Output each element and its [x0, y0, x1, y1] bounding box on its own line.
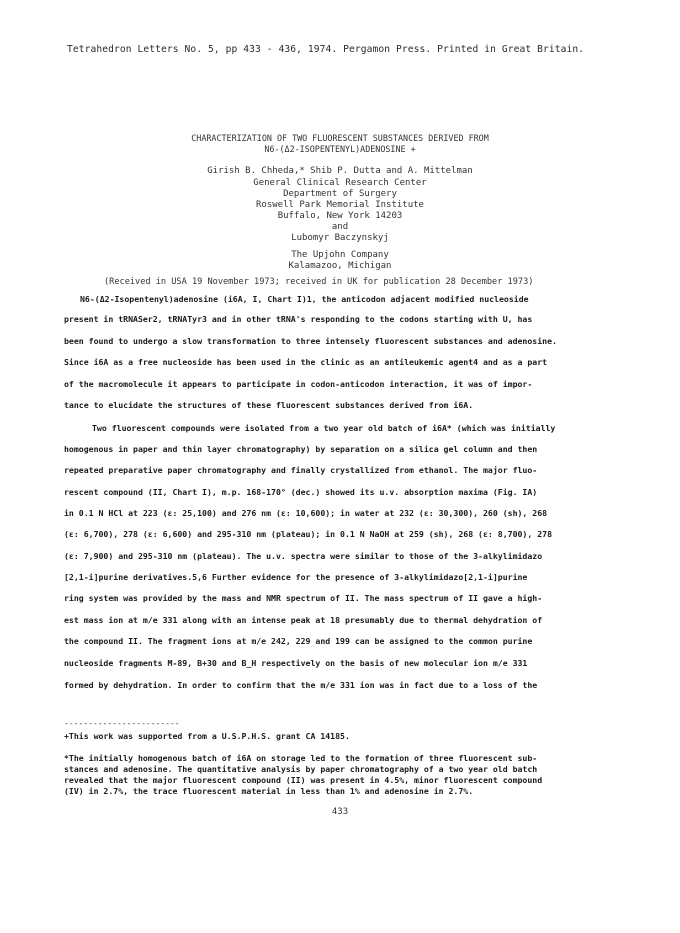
body-line: (ε: 6,700), 278 (ε: 6,600) and 295-310 nm (plateau); in 0.1 N NaOH at 259 (sh), 268 (ε: 8,700), 278	[64, 529, 552, 539]
body-line: repeated preparative paper chromatography and finally crystallized from ethanol. The major fluo-	[64, 465, 538, 475]
affiliation-city: Buffalo, New York 14203	[277, 211, 403, 221]
author-second: Lubomyr Baczynskyj	[291, 233, 389, 243]
footnote-line: +This work was supported from a U.S.P.H.S. grant CA 14185.	[64, 731, 350, 741]
body-line: been found to undergo a slow transformation to three intensely fluorescent substances and adenosine.	[64, 336, 557, 346]
footnote-rule: ------------------------	[64, 719, 180, 728]
footnote-line: (IV) in 2.7%, the trace fluorescent material in less than 1% and adenosine in 2.7%.	[64, 786, 474, 796]
paper-title-line1: CHARACTERIZATION OF TWO FLUORESCENT SUBSTANCES DERIVED FROM	[191, 133, 489, 143]
body-line: rescent compound (II, Chart I), m.p. 168-170° (dec.) showed its u.v. absorption maxima (Fig. IA)	[64, 487, 538, 497]
received-dates: (Received in USA 19 November 1973; received in UK for publication 28 December 1973)	[104, 277, 534, 287]
body-line: (ε: 7,900) and 295-310 nm (plateau). The u.v. spectra were similar to those of the 3-alkylimidazo	[64, 551, 543, 561]
author-names: Girish B. Chheda,* Shib P. Dutta and A. Mittelman	[207, 166, 473, 176]
body-line: tance to elucidate the structures of these fluorescent substances derived from i6A.	[64, 400, 474, 410]
author-and: and	[331, 222, 349, 232]
affiliation-center: General Clinical Research Center	[253, 178, 427, 188]
body-line: Two fluorescent compounds were isolated from a two year old batch of i6A* (which was initially	[92, 423, 556, 433]
affiliation-institute: Roswell Park Memorial Institute	[256, 200, 424, 210]
affiliation-company-city: Kalamazoo, Michigan	[288, 261, 392, 271]
body-line: in 0.1 N HCl at 223 (ε: 25,100) and 276 nm (ε: 10,600); in water at 232 (ε: 30,300), 260 (sh), 268	[64, 508, 548, 518]
page-number: 433	[331, 807, 349, 817]
paper-title-line2: N6-(Δ2-ISOPENTENYL)ADENOSINE +	[264, 144, 416, 154]
journal-header: Tetrahedron Letters No. 5, pp 433 - 436, 1974. Pergamon Press. Printed in Great Britain.	[67, 44, 585, 55]
body-line: homogenous in paper and thin layer chromatography) by separation on a silica gel column and then	[64, 444, 538, 454]
body-line: the compound II. The fragment ions at m/e 242, 229 and 199 can be assigned to the common purine	[64, 636, 533, 646]
body-line: of the macromolecule it appears to participate in codon-anticodon interaction, it was of impor-	[64, 379, 533, 389]
body-line: N6-(Δ2-Isopentenyl)adenosine (i6A, I, Chart I)1, the anticodon adjacent modified nucleoside	[80, 294, 529, 304]
body-line: Since i6A as a free nucleoside has been used in the clinic as an antileukemic agent4 and as a part	[64, 357, 548, 367]
body-line: est mass ion at m/e 331 along with an intense peak at 18 presumably due to thermal dehydration of	[64, 615, 543, 625]
body-line: present in tRNASer2, tRNATyr3 and in other tRNA's responding to the codons starting with U, has	[64, 314, 533, 324]
affiliation-company: The Upjohn Company	[291, 250, 389, 260]
affiliation-department: Department of Surgery	[283, 189, 397, 199]
body-line: nucleoside fragments M-89, B+30 and B_H respectively on the basis of new molecular ion m/e 331	[64, 658, 528, 668]
body-line: [2,1-i]purine derivatives.5,6 Further evidence for the presence of 3-alkylimidazo[2,1-i]purine	[64, 572, 528, 582]
footnote-line: *The initially homogenous batch of i6A on storage led to the formation of three fluorescent sub-	[64, 753, 538, 763]
body-line: ring system was provided by the mass and NMR spectrum of II. The mass spectrum of II gave a high-	[64, 593, 543, 603]
body-line: formed by dehydration. In order to confirm that the m/e 331 ion was in fact due to a loss of the	[64, 680, 538, 690]
footnote-line: stances and adenosine. The quantitative analysis by paper chromatography of a two year old batch	[64, 764, 538, 774]
footnote-line: revealed that the major fluorescent compound (II) was present in 4.5%, minor fluorescent compound	[64, 775, 543, 785]
